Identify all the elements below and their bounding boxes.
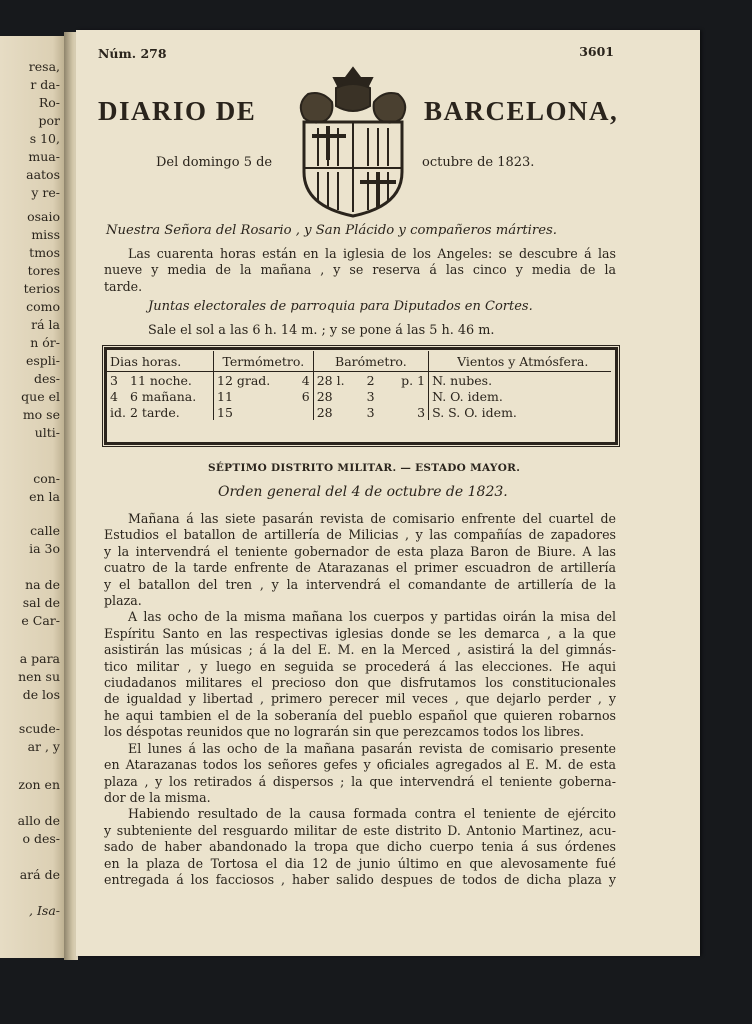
notice-line: Las cuarenta horas están en la iglesia de los Angeles: se descubre á las <box>128 246 616 261</box>
date-left: Del domingo 5 de <box>156 155 273 170</box>
barometro-cell: 2 <box>366 372 375 388</box>
body-line: A las ocho de la misma mañana los cuerpos y partidas oirán la misa del <box>128 609 616 625</box>
left-page-line: resa, <box>28 59 60 74</box>
notice-line: tarde. <box>104 278 143 294</box>
body-line: dor de la misma. <box>104 789 211 805</box>
body-line: cuatro de la tarde enfrente de Atarazanas el primer escuadron de artillería <box>104 560 616 576</box>
page-number: 3601 <box>579 44 614 59</box>
left-page-line: aatos <box>26 167 60 182</box>
body-line: Habiendo resultado de la causa formada contra el teniente de ejército <box>128 806 616 822</box>
left-page-line: , Isa- <box>29 903 60 918</box>
body-line: y la intervendrá el teniente gobernador de esta plaza Baron de Biure. A las <box>104 543 616 559</box>
viento-cell: S. S. O. idem. <box>429 404 611 420</box>
body-line: ciudadanos militares el precioso don que disfrutamos los constitucionales <box>104 675 616 691</box>
order-title: Orden general del 4 de octubre de 1823. <box>218 484 508 500</box>
left-page-line: mo se <box>22 407 60 422</box>
left-page-line: o des- <box>22 831 60 846</box>
body-line: y subteniente del resguardo militar de este distrito D. Antonio Martinez, acu- <box>104 822 616 838</box>
left-page-line: ulti- <box>34 425 60 440</box>
table-row <box>107 388 611 404</box>
left-page-line: allo de <box>17 813 60 828</box>
left-page-line: osaio <box>27 209 60 224</box>
barometro-cell: 28 l. <box>313 372 363 389</box>
left-page-line: scude- <box>18 721 60 736</box>
issue-number: Núm. 278 <box>98 46 167 61</box>
left-page-line: sal de <box>22 595 60 610</box>
date-right: octubre de 1823. <box>422 155 535 170</box>
body-line: plaza , y los retirados á dispersos ; la que intervendrá el teniente goberna- <box>104 773 616 789</box>
left-page-line: ia 3o <box>29 541 60 556</box>
body-line: plaza. <box>104 593 142 609</box>
left-page-line: Ro- <box>38 95 60 110</box>
left-page-line: miss <box>31 227 60 242</box>
newspaper-page <box>76 30 700 956</box>
termometro-cell: 6 <box>301 388 310 404</box>
left-page-line: en la <box>29 489 60 504</box>
body-line: Mañana á las siete pasarán revista de comisario enfrente del cuartel de <box>128 511 616 526</box>
forty-hours-notice <box>104 246 616 295</box>
left-page-line: des- <box>33 371 60 386</box>
left-page-line: na de <box>25 577 60 592</box>
left-page-line: ar , y <box>27 739 60 754</box>
body-line: Estudios el batallon de artillería de Milicias , y las compañías de zapadores <box>104 527 616 543</box>
body-line: entregada á los facciosos , haber salido despues de todos de dicha plaza y <box>104 871 616 887</box>
termometro-cell: 12 grad. <box>214 372 294 389</box>
left-page-line: con- <box>33 471 60 486</box>
viento-cell: N. nubes. <box>429 372 611 389</box>
body-line: de igualdad y libertad , primero perecer mil veces , que dejarlo perder , y <box>104 691 616 707</box>
barometro-cell: 28 <box>313 388 363 404</box>
body-line: he aqui tambien el de la soberanía del pueblo español que quieren robarnos <box>104 707 616 723</box>
barometro-cell: p. 1 <box>401 372 426 388</box>
left-page-line: ará de <box>19 867 60 882</box>
barometro-cell: 28 <box>313 404 363 420</box>
dia-hora-cell: 4 6 mañana. <box>110 388 197 404</box>
order-body <box>104 511 616 888</box>
table-row <box>107 404 611 420</box>
col-barometro: Barómetro. <box>313 351 428 372</box>
barometro-cell <box>384 388 429 404</box>
barometro-cell: 3 <box>366 388 375 404</box>
left-page-line: n ór- <box>30 335 60 350</box>
notice-line: nueve y media de la mañana , y se reserva á las cinco y media de la <box>104 262 616 278</box>
left-page-line: e Car- <box>21 613 60 628</box>
body-line: los déspotas reunidos que no lograrán sin que perezcamos todos los libres. <box>104 724 585 740</box>
juntas-notice: Juntas electorales de parroquia para Diputados en Cortes. <box>148 299 533 314</box>
left-page-line: de los <box>22 687 60 702</box>
left-page-line: que el <box>21 389 60 404</box>
left-page-line: nen su <box>18 669 60 684</box>
left-page-line: terios <box>23 281 60 296</box>
body-line: Espíritu Santo en las respectivas iglesias donde se les demarca , a la que <box>104 625 616 641</box>
col-termometro: Termómetro. <box>214 351 314 372</box>
section-heading: SÉPTIMO DISTRITO MILITAR. — ESTADO MAYOR. <box>208 462 521 474</box>
dia-hora-cell: 3 11 noche. <box>110 372 192 388</box>
termometro-cell: 15 <box>214 404 294 420</box>
col-dias-horas: Dias horas. <box>107 351 214 372</box>
left-page-line: rá la <box>31 317 60 332</box>
saints-of-day: Nuestra Señora del Rosario , y San Plácido y compañeros mártires. <box>106 223 557 238</box>
left-page-line: y re- <box>31 185 60 200</box>
left-page-line: a para <box>19 651 60 666</box>
left-page-line: tores <box>27 263 60 278</box>
left-page-line: calle <box>30 523 60 538</box>
masthead-left: DIARIO DE <box>98 96 257 126</box>
left-page-line: mua- <box>28 149 60 164</box>
masthead-right: BARCELONA, <box>424 96 619 126</box>
left-page-fragment <box>0 36 66 958</box>
body-line: en la plaza de Tortosa el dia 12 de junio último en que alevosamente fué <box>104 855 616 871</box>
viento-cell: N. O. idem. <box>429 388 611 404</box>
termometro-cell: 4 <box>301 372 310 388</box>
body-line: sado de haber abandonado la tropa que dicho cuerpo tenia á sus órdenes <box>104 839 616 855</box>
barometro-cell: 3 <box>366 404 375 420</box>
table-row <box>107 372 611 389</box>
body-line: El lunes á las ocho de la mañana pasarán revista de comisario presente <box>128 740 616 756</box>
weather-table <box>107 351 611 420</box>
body-line: tico militar , y luego en seguida se procederá á las elecciones. He aqui <box>104 658 616 674</box>
sunrise-sunset: Sale el sol a las 6 h. 14 m. ; y se pone á las 5 h. 46 m. <box>148 323 495 338</box>
left-page-line: tmos <box>29 245 60 260</box>
body-line: y el batallon del tren , y la intervendrá el comandante de artillería de la <box>104 576 616 592</box>
barometro-cell: 3 <box>417 404 426 420</box>
barcelona-coat-of-arms-icon <box>294 64 412 220</box>
left-page-line: zon en <box>18 777 60 792</box>
left-page-line: s 10, <box>29 131 60 146</box>
termometro-cell: 11 <box>214 388 294 404</box>
table-header-row <box>107 351 611 372</box>
termometro-cell <box>294 404 313 420</box>
body-line: asistirán las músicas ; á la del E. M. en la Merced , asistirá la del gimnás- <box>104 642 616 658</box>
col-vientos: Vientos y Atmósfera. <box>429 351 611 372</box>
left-page-line: r da- <box>30 77 60 92</box>
left-page-line: por <box>38 113 60 128</box>
body-line: en Atarazanas todos los señores gefes y oficiales agregados al E. M. de esta <box>104 757 616 773</box>
dia-hora-cell: id. 2 tarde. <box>110 404 180 420</box>
left-page-line: espli- <box>25 353 60 368</box>
left-page-line: como <box>26 299 60 314</box>
